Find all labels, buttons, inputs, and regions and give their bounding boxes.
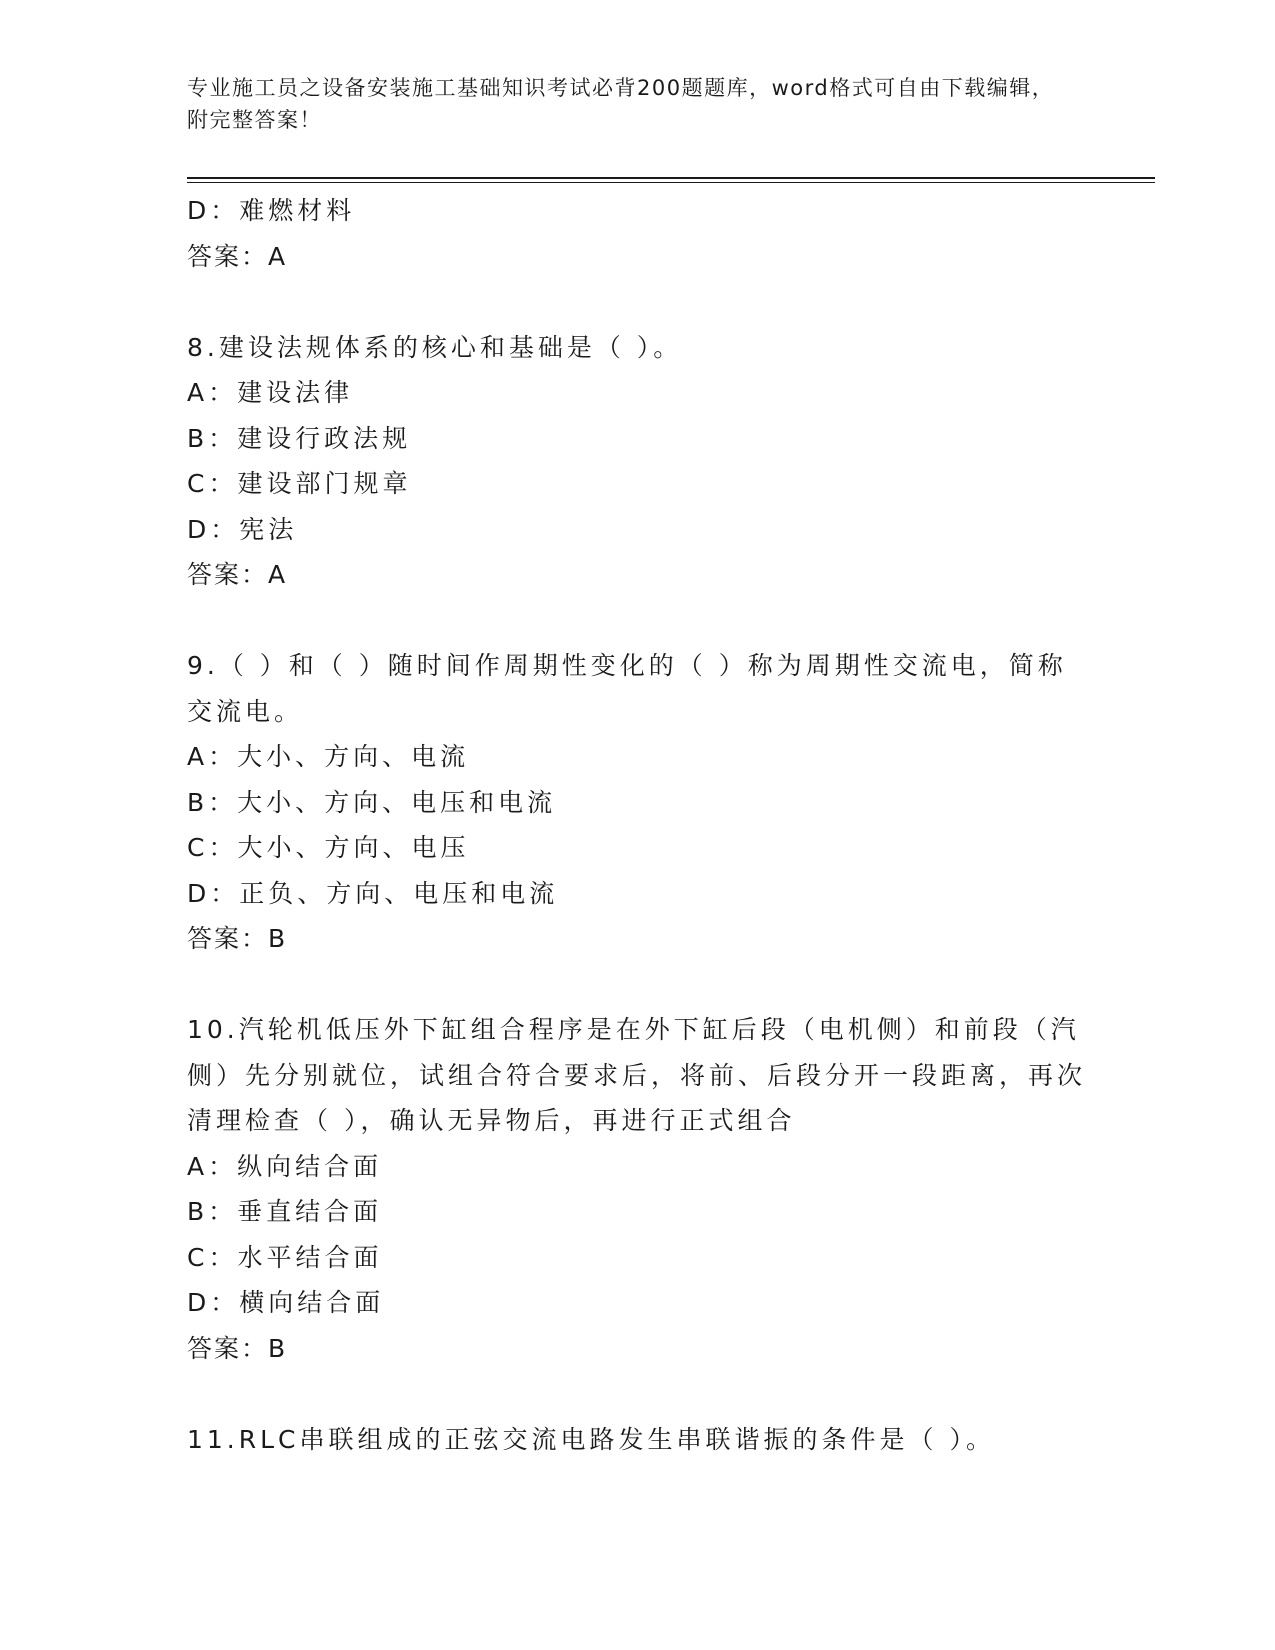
option-c: C：水平结合面 [187, 1242, 383, 1272]
option-b: B：垂直结合面 [187, 1197, 383, 1226]
spacer [187, 279, 1087, 325]
spacer [187, 598, 1087, 644]
answer: 答案：B [187, 924, 288, 953]
answer: 答案：B [187, 1333, 288, 1363]
header-divider-thick [187, 177, 1155, 179]
question-11 [187, 1417, 1087, 1463]
option-d: D：正负、方向、电压和电流 [187, 878, 559, 908]
question-list [187, 188, 1087, 1462]
question-10 [187, 1007, 1087, 1371]
option-c: C：大小、方向、电压 [187, 833, 470, 862]
spacer [187, 962, 1087, 1008]
option-a: A：纵向结合面 [187, 1151, 383, 1181]
prev-answer: 答案：A [187, 241, 288, 271]
page-header-title: 专业施工员之设备安装施工基础知识考试必背200题题库，word格式可自由下载编辑，附完整答案！ [187, 76, 1055, 132]
option-d: D：宪法 [187, 514, 298, 544]
question-stem: 8.建设法规体系的核心和基础是（ ）。 [187, 332, 683, 362]
answer: 答案：A [187, 560, 288, 589]
option-a: A：建设法律 [187, 378, 354, 407]
header-divider-thin [187, 182, 1155, 183]
option-d: D：横向结合面 [187, 1288, 385, 1317]
option-b: B：建设行政法规 [187, 423, 412, 453]
question-9 [187, 643, 1087, 962]
spacer [187, 1371, 1087, 1417]
prev-option-d: D：难燃材料 [187, 196, 356, 225]
option-b: B：大小、方向、电压和电流 [187, 787, 557, 817]
option-c: C：建设部门规章 [187, 469, 412, 498]
question-8 [187, 325, 1087, 598]
option-a: A：大小、方向、电流 [187, 742, 470, 771]
question-stem: 11.RLC串联组成的正弦交流电路发生串联谐振的条件是（ ）。 [187, 1424, 995, 1454]
question-stem: 9.（ ）和（ ）随时间作周期性变化的（ ）称为周期性交流电，简称交流电。 [187, 651, 1067, 726]
question-stem: 10.汽轮机低压外下缸组合程序是在外下缸后段（电机侧）和前段（汽侧）先分别就位，试组合符合要求后，将前、后段分开一段距离，再次清理检查（ ），确认无异物后，再进行正式组合 [187, 1015, 1087, 1135]
